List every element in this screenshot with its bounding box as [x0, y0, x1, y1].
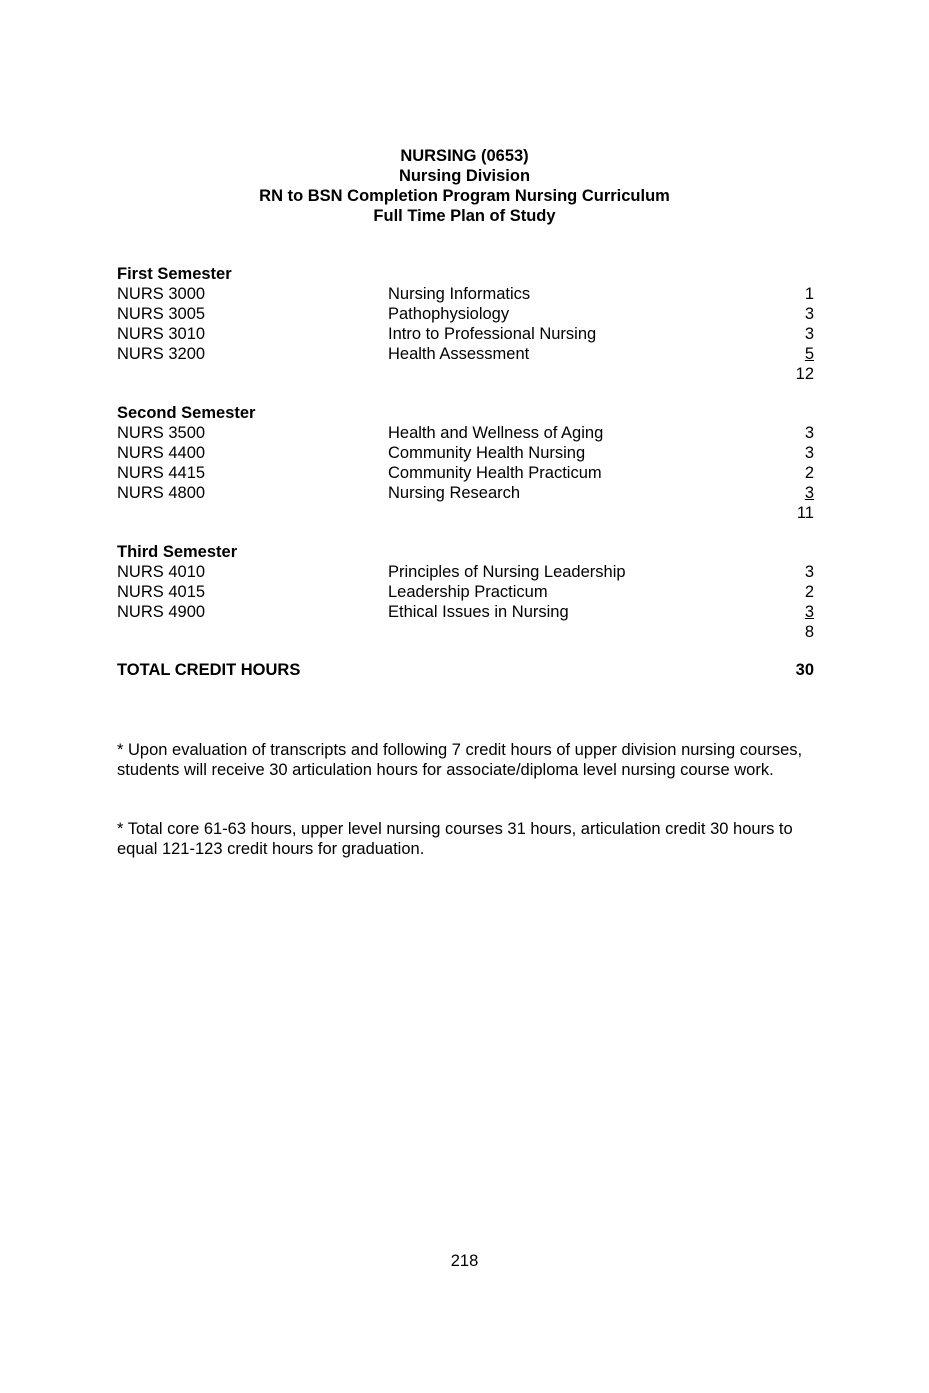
course-name: Community Health Nursing — [388, 444, 586, 462]
course-name: Leadership Practicum — [388, 583, 548, 601]
semester-block-first — [117, 264, 814, 384]
course-credits: 3 — [804, 563, 814, 581]
total-value: 30 — [795, 661, 814, 679]
course-name: Pathophysiology — [388, 305, 510, 323]
articulation-note: * Upon evaluation of transcripts and following 7 credit hours of upper division nursing courses, students will receive 30 articulation hours for associate/diploma level nursing course work. — [117, 741, 803, 779]
course-row — [117, 483, 814, 503]
course-credits: 3 — [804, 424, 814, 442]
course-credits: 5 — [804, 345, 814, 363]
course-credits: 2 — [804, 583, 814, 601]
course-credits: 3 — [804, 444, 814, 462]
page-number: 218 — [450, 1252, 479, 1270]
semester-title: Second Semester — [117, 404, 256, 422]
course-code: NURS 4010 — [117, 563, 206, 581]
course-credits: 3 — [804, 484, 814, 502]
total-credit-hours-row — [117, 660, 814, 680]
semester-block-third — [117, 542, 814, 642]
course-code: NURS 4415 — [117, 464, 206, 482]
course-row — [117, 443, 814, 463]
course-row — [117, 324, 814, 344]
course-code: NURS 3000 — [117, 285, 206, 303]
course-credits: 2 — [804, 464, 814, 482]
division-title: Nursing Division — [398, 167, 531, 185]
course-row — [117, 304, 814, 324]
course-code: NURS 4800 — [117, 484, 206, 502]
course-code: NURS 3500 — [117, 424, 206, 442]
total-label: TOTAL CREDIT HOURS — [117, 661, 301, 679]
program-code-title: NURSING (0653) — [400, 147, 529, 165]
course-code: NURS 3010 — [117, 325, 206, 343]
subtotal-row — [117, 622, 814, 642]
semester-subtotal: 8 — [804, 623, 814, 641]
curriculum-title: RN to BSN Completion Program Nursing Curriculum — [259, 187, 670, 205]
course-name: Intro to Professional Nursing — [388, 325, 597, 343]
course-code: NURS 4400 — [117, 444, 206, 462]
semester-title: Third Semester — [117, 543, 238, 561]
semester-title: First Semester — [117, 265, 232, 283]
course-name: Health Assessment — [388, 345, 530, 363]
course-code: NURS 3005 — [117, 305, 206, 323]
course-row — [117, 602, 814, 622]
document-header — [0, 146, 929, 226]
semester-subtotal: 11 — [796, 504, 814, 522]
course-credits: 3 — [804, 603, 814, 621]
course-credits: 3 — [804, 325, 814, 343]
graduation-hours-note: * Total core 61-63 hours, upper level nursing courses 31 hours, articulation credit 30 hours to equal 121-123 credit hours for graduation. — [117, 820, 793, 858]
course-name: Nursing Informatics — [388, 285, 531, 303]
course-name: Health and Wellness of Aging — [388, 424, 604, 442]
semester-subtotal: 12 — [795, 365, 814, 383]
course-row — [117, 423, 814, 443]
course-code: NURS 4900 — [117, 603, 206, 621]
course-name: Nursing Research — [388, 484, 521, 502]
course-row — [117, 284, 814, 304]
course-row — [117, 562, 814, 582]
course-row — [117, 582, 814, 602]
course-name: Principles of Nursing Leadership — [388, 563, 626, 581]
course-credits: 3 — [804, 305, 814, 323]
subtotal-row — [117, 503, 814, 523]
semester-block-second — [117, 403, 814, 523]
course-row — [117, 463, 814, 483]
subtotal-row — [117, 364, 814, 384]
course-row — [117, 344, 814, 364]
plan-title: Full Time Plan of Study — [373, 207, 556, 225]
course-code: NURS 3200 — [117, 345, 206, 363]
course-credits: 1 — [804, 285, 814, 303]
course-name: Ethical Issues in Nursing — [388, 603, 569, 621]
course-name: Community Health Practicum — [388, 464, 602, 482]
course-code: NURS 4015 — [117, 583, 206, 601]
